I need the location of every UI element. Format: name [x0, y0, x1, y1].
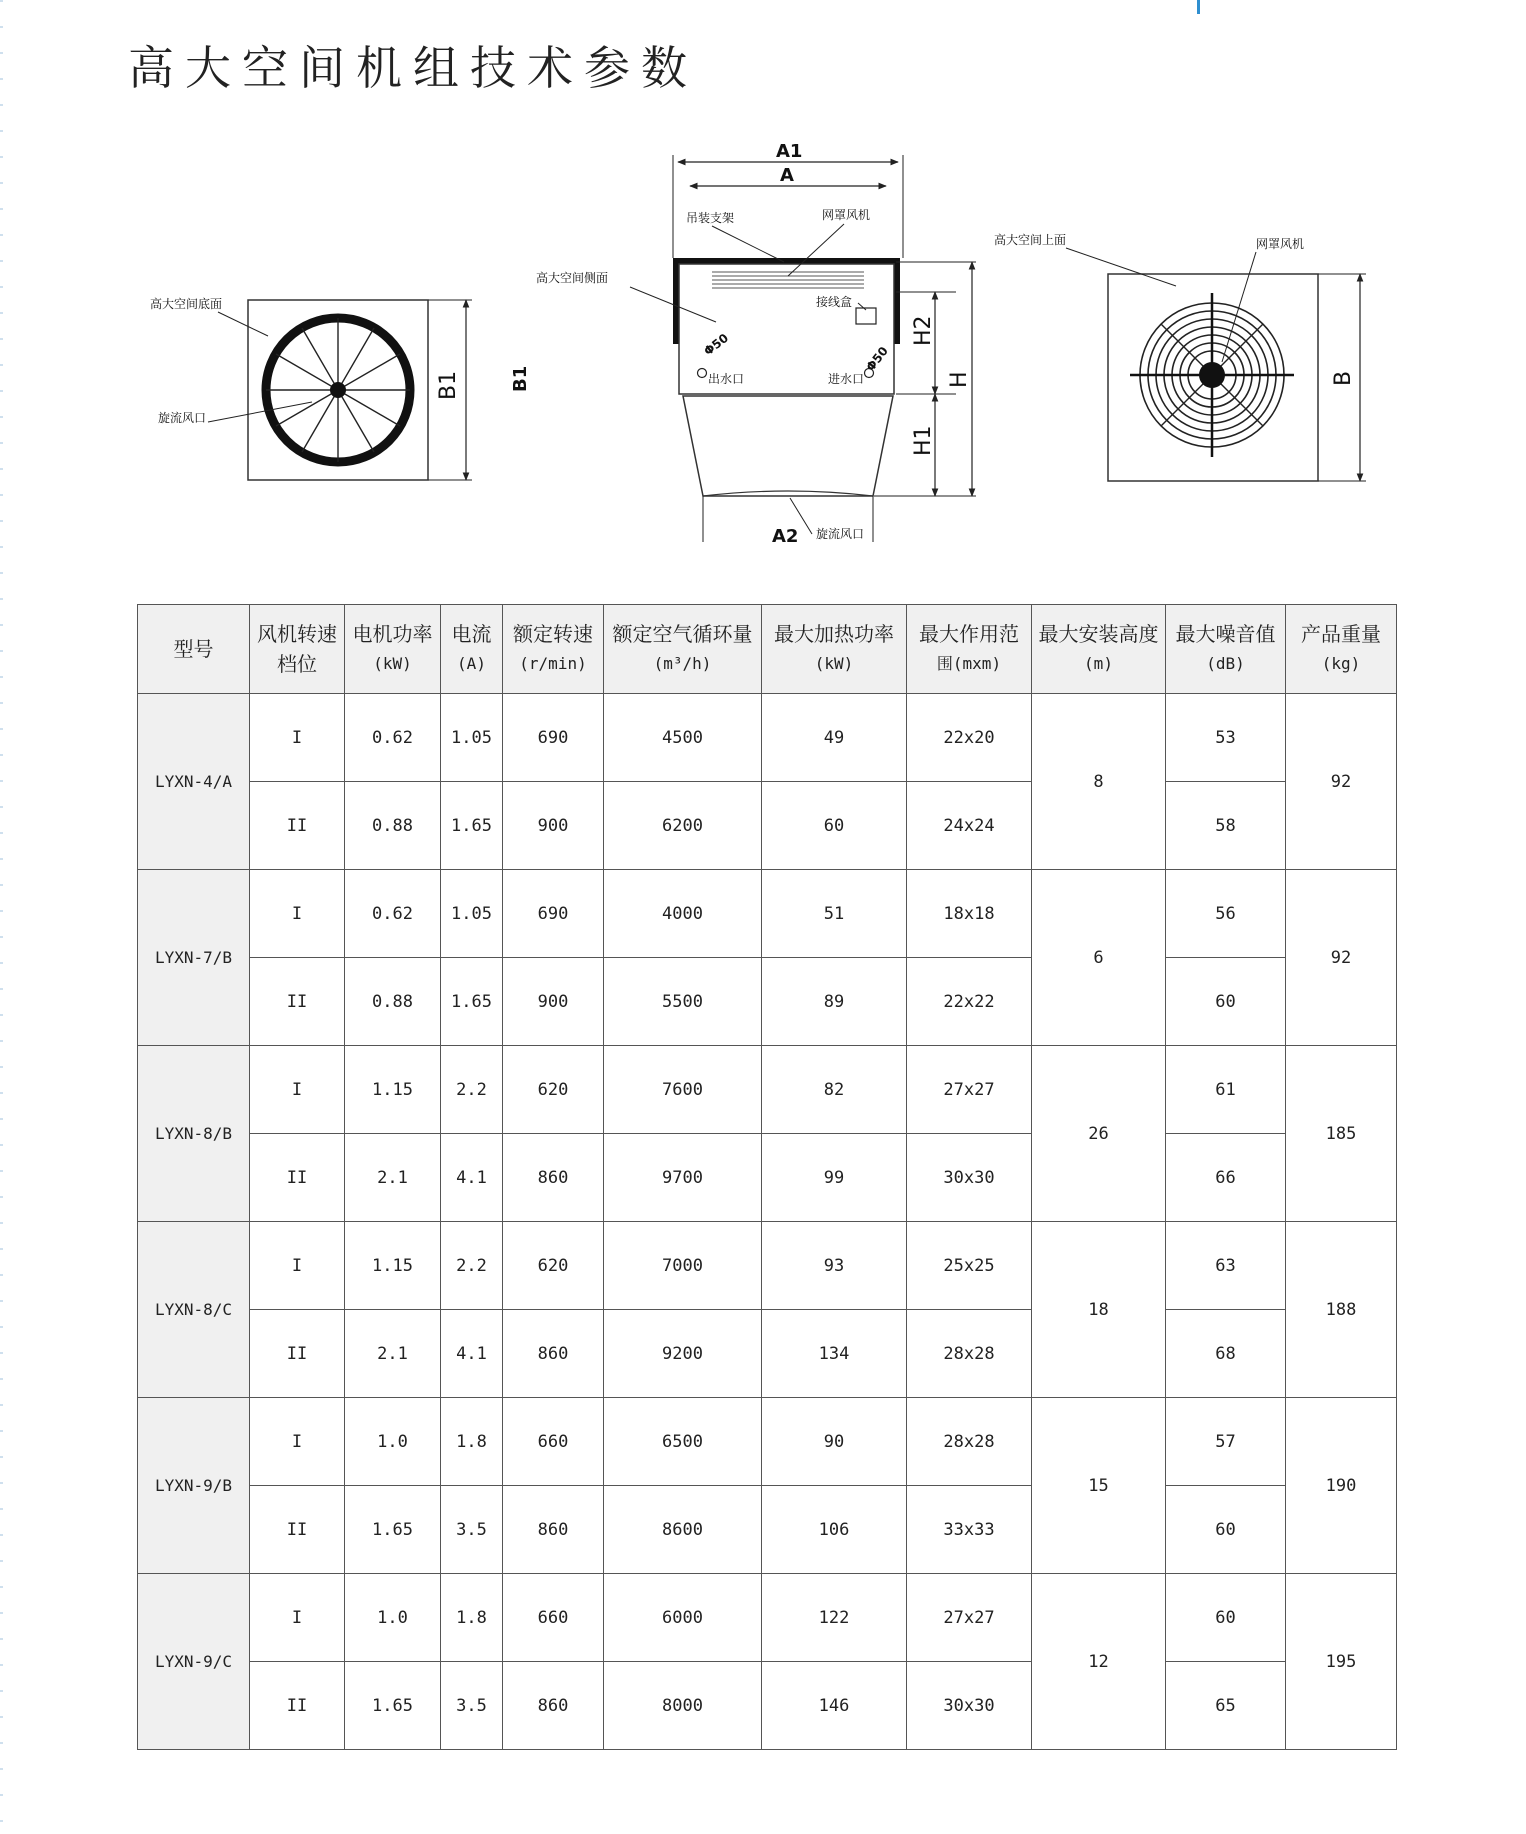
cell-power: 0.88 [345, 782, 441, 870]
cell-noise: 57 [1166, 1398, 1286, 1486]
cell-current: 4.1 [441, 1310, 503, 1398]
header-model: 型号 [138, 605, 250, 694]
cell-noise: 53 [1166, 694, 1286, 782]
cell-height: 6 [1032, 870, 1166, 1046]
cell-range: 22x20 [907, 694, 1032, 782]
cell-airflow: 5500 [604, 958, 762, 1046]
header-range: 最大作用范 围(mxm) [907, 605, 1032, 694]
dim-a: A [780, 165, 794, 186]
cell-speed: II [250, 1134, 345, 1222]
cell-range: 28x28 [907, 1398, 1032, 1486]
cell-noise: 60 [1166, 1574, 1286, 1662]
cell-heat: 49 [762, 694, 907, 782]
cell-range: 18x18 [907, 870, 1032, 958]
cell-heat: 51 [762, 870, 907, 958]
cell-power: 1.0 [345, 1574, 441, 1662]
dim-b1-bottom: B1 [436, 370, 461, 400]
label-bottom-view: 高大空间底面 [150, 297, 223, 311]
cell-weight: 188 [1286, 1222, 1397, 1398]
cell-current: 1.05 [441, 870, 503, 958]
cell-range: 27x27 [907, 1574, 1032, 1662]
label-top-fan: 网罩风机 [1256, 237, 1305, 251]
cell-speed: I [250, 1046, 345, 1134]
cell-airflow: 6200 [604, 782, 762, 870]
cell-weight: 195 [1286, 1574, 1397, 1750]
header-rpm: 额定转速 (r/min) [503, 605, 604, 694]
cell-airflow: 8600 [604, 1486, 762, 1574]
cell-airflow: 7000 [604, 1222, 762, 1310]
cell-power: 1.0 [345, 1398, 441, 1486]
cell-height: 18 [1032, 1222, 1166, 1398]
cell-noise: 60 [1166, 1486, 1286, 1574]
cell-speed: II [250, 1662, 345, 1750]
cell-current: 1.8 [441, 1574, 503, 1662]
cell-range: 25x25 [907, 1222, 1032, 1310]
cell-speed: I [250, 1398, 345, 1486]
cell-power: 1.65 [345, 1662, 441, 1750]
cell-weight: 185 [1286, 1046, 1397, 1222]
dim-a1: A1 [776, 141, 803, 162]
cell-current: 1.65 [441, 958, 503, 1046]
cell-current: 2.2 [441, 1222, 503, 1310]
cell-speed: I [250, 1574, 345, 1662]
cell-rpm: 860 [503, 1486, 604, 1574]
cell-airflow: 7600 [604, 1046, 762, 1134]
cell-range: 30x30 [907, 1662, 1032, 1750]
cell-noise: 61 [1166, 1046, 1286, 1134]
cell-speed: I [250, 1222, 345, 1310]
cell-rpm: 900 [503, 958, 604, 1046]
cell-height: 12 [1032, 1574, 1166, 1750]
spec-table [137, 604, 1397, 1750]
cell-model: LYXN-9/B [138, 1398, 250, 1574]
cell-speed: II [250, 1486, 345, 1574]
cell-current: 2.2 [441, 1046, 503, 1134]
dim-b-top: B [1331, 370, 1356, 386]
cell-range: 30x30 [907, 1134, 1032, 1222]
cell-heat: 122 [762, 1574, 907, 1662]
cell-power: 0.88 [345, 958, 441, 1046]
cell-rpm: 860 [503, 1662, 604, 1750]
dim-h1: H1 [911, 425, 936, 456]
table-row [138, 1662, 1397, 1750]
cell-model: LYXN-8/B [138, 1046, 250, 1222]
cell-heat: 99 [762, 1134, 907, 1222]
cell-airflow: 6500 [604, 1398, 762, 1486]
dim-h2: H2 [911, 315, 936, 346]
cell-height: 8 [1032, 694, 1166, 870]
cell-height: 26 [1032, 1046, 1166, 1222]
cell-heat: 146 [762, 1662, 907, 1750]
cell-range: 33x33 [907, 1486, 1032, 1574]
cell-noise: 63 [1166, 1222, 1286, 1310]
label-bracket: 吊装支架 [686, 211, 735, 225]
cell-noise: 65 [1166, 1662, 1286, 1750]
cell-current: 1.65 [441, 782, 503, 870]
cell-rpm: 690 [503, 694, 604, 782]
cell-noise: 58 [1166, 782, 1286, 870]
label-top-view: 高大空间上面 [994, 233, 1067, 247]
table-row [138, 1222, 1397, 1310]
cell-range: 27x27 [907, 1046, 1032, 1134]
cell-range: 28x28 [907, 1310, 1032, 1398]
cell-power: 0.62 [345, 694, 441, 782]
cell-model: LYXN-4/A [138, 694, 250, 870]
cell-heat: 60 [762, 782, 907, 870]
table-row [138, 782, 1397, 870]
cell-power: 0.62 [345, 870, 441, 958]
cell-heat: 106 [762, 1486, 907, 1574]
cell-weight: 92 [1286, 694, 1397, 870]
cell-current: 1.05 [441, 694, 503, 782]
cell-heat: 93 [762, 1222, 907, 1310]
cell-current: 1.8 [441, 1398, 503, 1486]
cell-rpm: 660 [503, 1398, 604, 1486]
label-bottom-outlet: 旋流风口 [158, 411, 207, 425]
cell-rpm: 690 [503, 870, 604, 958]
cell-range: 24x24 [907, 782, 1032, 870]
top-view [994, 232, 1366, 481]
cell-airflow: 4500 [604, 694, 762, 782]
cell-rpm: 860 [503, 1310, 604, 1398]
cell-airflow: 6000 [604, 1574, 762, 1662]
cell-rpm: 620 [503, 1046, 604, 1134]
label-side-fan: 网罩风机 [822, 208, 871, 222]
cell-rpm: 620 [503, 1222, 604, 1310]
cell-rpm: 900 [503, 782, 604, 870]
cell-power: 1.15 [345, 1046, 441, 1134]
cell-rpm: 660 [503, 1574, 604, 1662]
header-airflow: 额定空气循环量 (m³/h) [604, 605, 762, 694]
header-heat: 最大加热功率 (kW) [762, 605, 907, 694]
table-row [138, 870, 1397, 958]
cell-weight: 190 [1286, 1398, 1397, 1574]
header-current: 电流 (A) [441, 605, 503, 694]
table-row [138, 694, 1397, 782]
cell-height: 15 [1032, 1398, 1166, 1574]
cell-speed: II [250, 782, 345, 870]
accent-line [1197, 0, 1200, 14]
header-height: 最大安装高度 (m) [1032, 605, 1166, 694]
cell-model: LYXN-8/C [138, 1222, 250, 1398]
cell-power: 2.1 [345, 1134, 441, 1222]
cell-power: 1.15 [345, 1222, 441, 1310]
table-row [138, 1486, 1397, 1574]
header-noise: 最大噪音值 (dB) [1166, 605, 1286, 694]
table-row [138, 1134, 1397, 1222]
header-weight: 产品重量 (kg) [1286, 605, 1397, 694]
cell-weight: 92 [1286, 870, 1397, 1046]
header-power: 电机功率 (kW) [345, 605, 441, 694]
cell-current: 3.5 [441, 1662, 503, 1750]
bottom-view [150, 296, 531, 480]
cell-power: 2.1 [345, 1310, 441, 1398]
cell-speed: II [250, 958, 345, 1046]
cell-current: 4.1 [441, 1134, 503, 1222]
technical-drawing [0, 128, 1526, 558]
page-title: 高大空间机组技术参数 [128, 41, 698, 95]
cell-airflow: 8000 [604, 1662, 762, 1750]
cell-power: 1.65 [345, 1486, 441, 1574]
label-junction: 接线盒 [816, 295, 853, 309]
dim-b1-side: B1 [510, 365, 531, 392]
cell-airflow: 9200 [604, 1310, 762, 1398]
cell-heat: 89 [762, 958, 907, 1046]
cell-range: 22x22 [907, 958, 1032, 1046]
cell-airflow: 9700 [604, 1134, 762, 1222]
cell-noise: 66 [1166, 1134, 1286, 1222]
cell-speed: I [250, 694, 345, 782]
label-side-outlet: 旋流风口 [816, 527, 865, 541]
phi-right: Φ50 [863, 344, 891, 374]
cell-heat: 134 [762, 1310, 907, 1398]
header-speed: 风机转速 档位 [250, 605, 345, 694]
cell-speed: II [250, 1310, 345, 1398]
label-water-out: 出水口 [708, 372, 745, 386]
table-row [138, 1046, 1397, 1134]
cell-noise: 68 [1166, 1310, 1286, 1398]
cell-speed: I [250, 870, 345, 958]
dim-a2: A2 [772, 526, 799, 547]
phi-left: Φ50 [701, 330, 732, 359]
table-row [138, 958, 1397, 1046]
cell-heat: 82 [762, 1046, 907, 1134]
table-row [138, 1398, 1397, 1486]
table-row [138, 1310, 1397, 1398]
label-water-in: 进水口 [828, 372, 865, 386]
label-side-view: 高大空间侧面 [536, 271, 609, 285]
table-row [138, 1574, 1397, 1662]
dim-h: H [947, 371, 972, 388]
cell-current: 3.5 [441, 1486, 503, 1574]
cell-model: LYXN-7/B [138, 870, 250, 1046]
cell-airflow: 4000 [604, 870, 762, 958]
cell-noise: 56 [1166, 870, 1286, 958]
cell-noise: 60 [1166, 958, 1286, 1046]
cell-heat: 90 [762, 1398, 907, 1486]
side-view [536, 141, 976, 547]
cell-model: LYXN-9/C [138, 1574, 250, 1750]
table-header-row [138, 605, 1397, 694]
cell-rpm: 860 [503, 1134, 604, 1222]
